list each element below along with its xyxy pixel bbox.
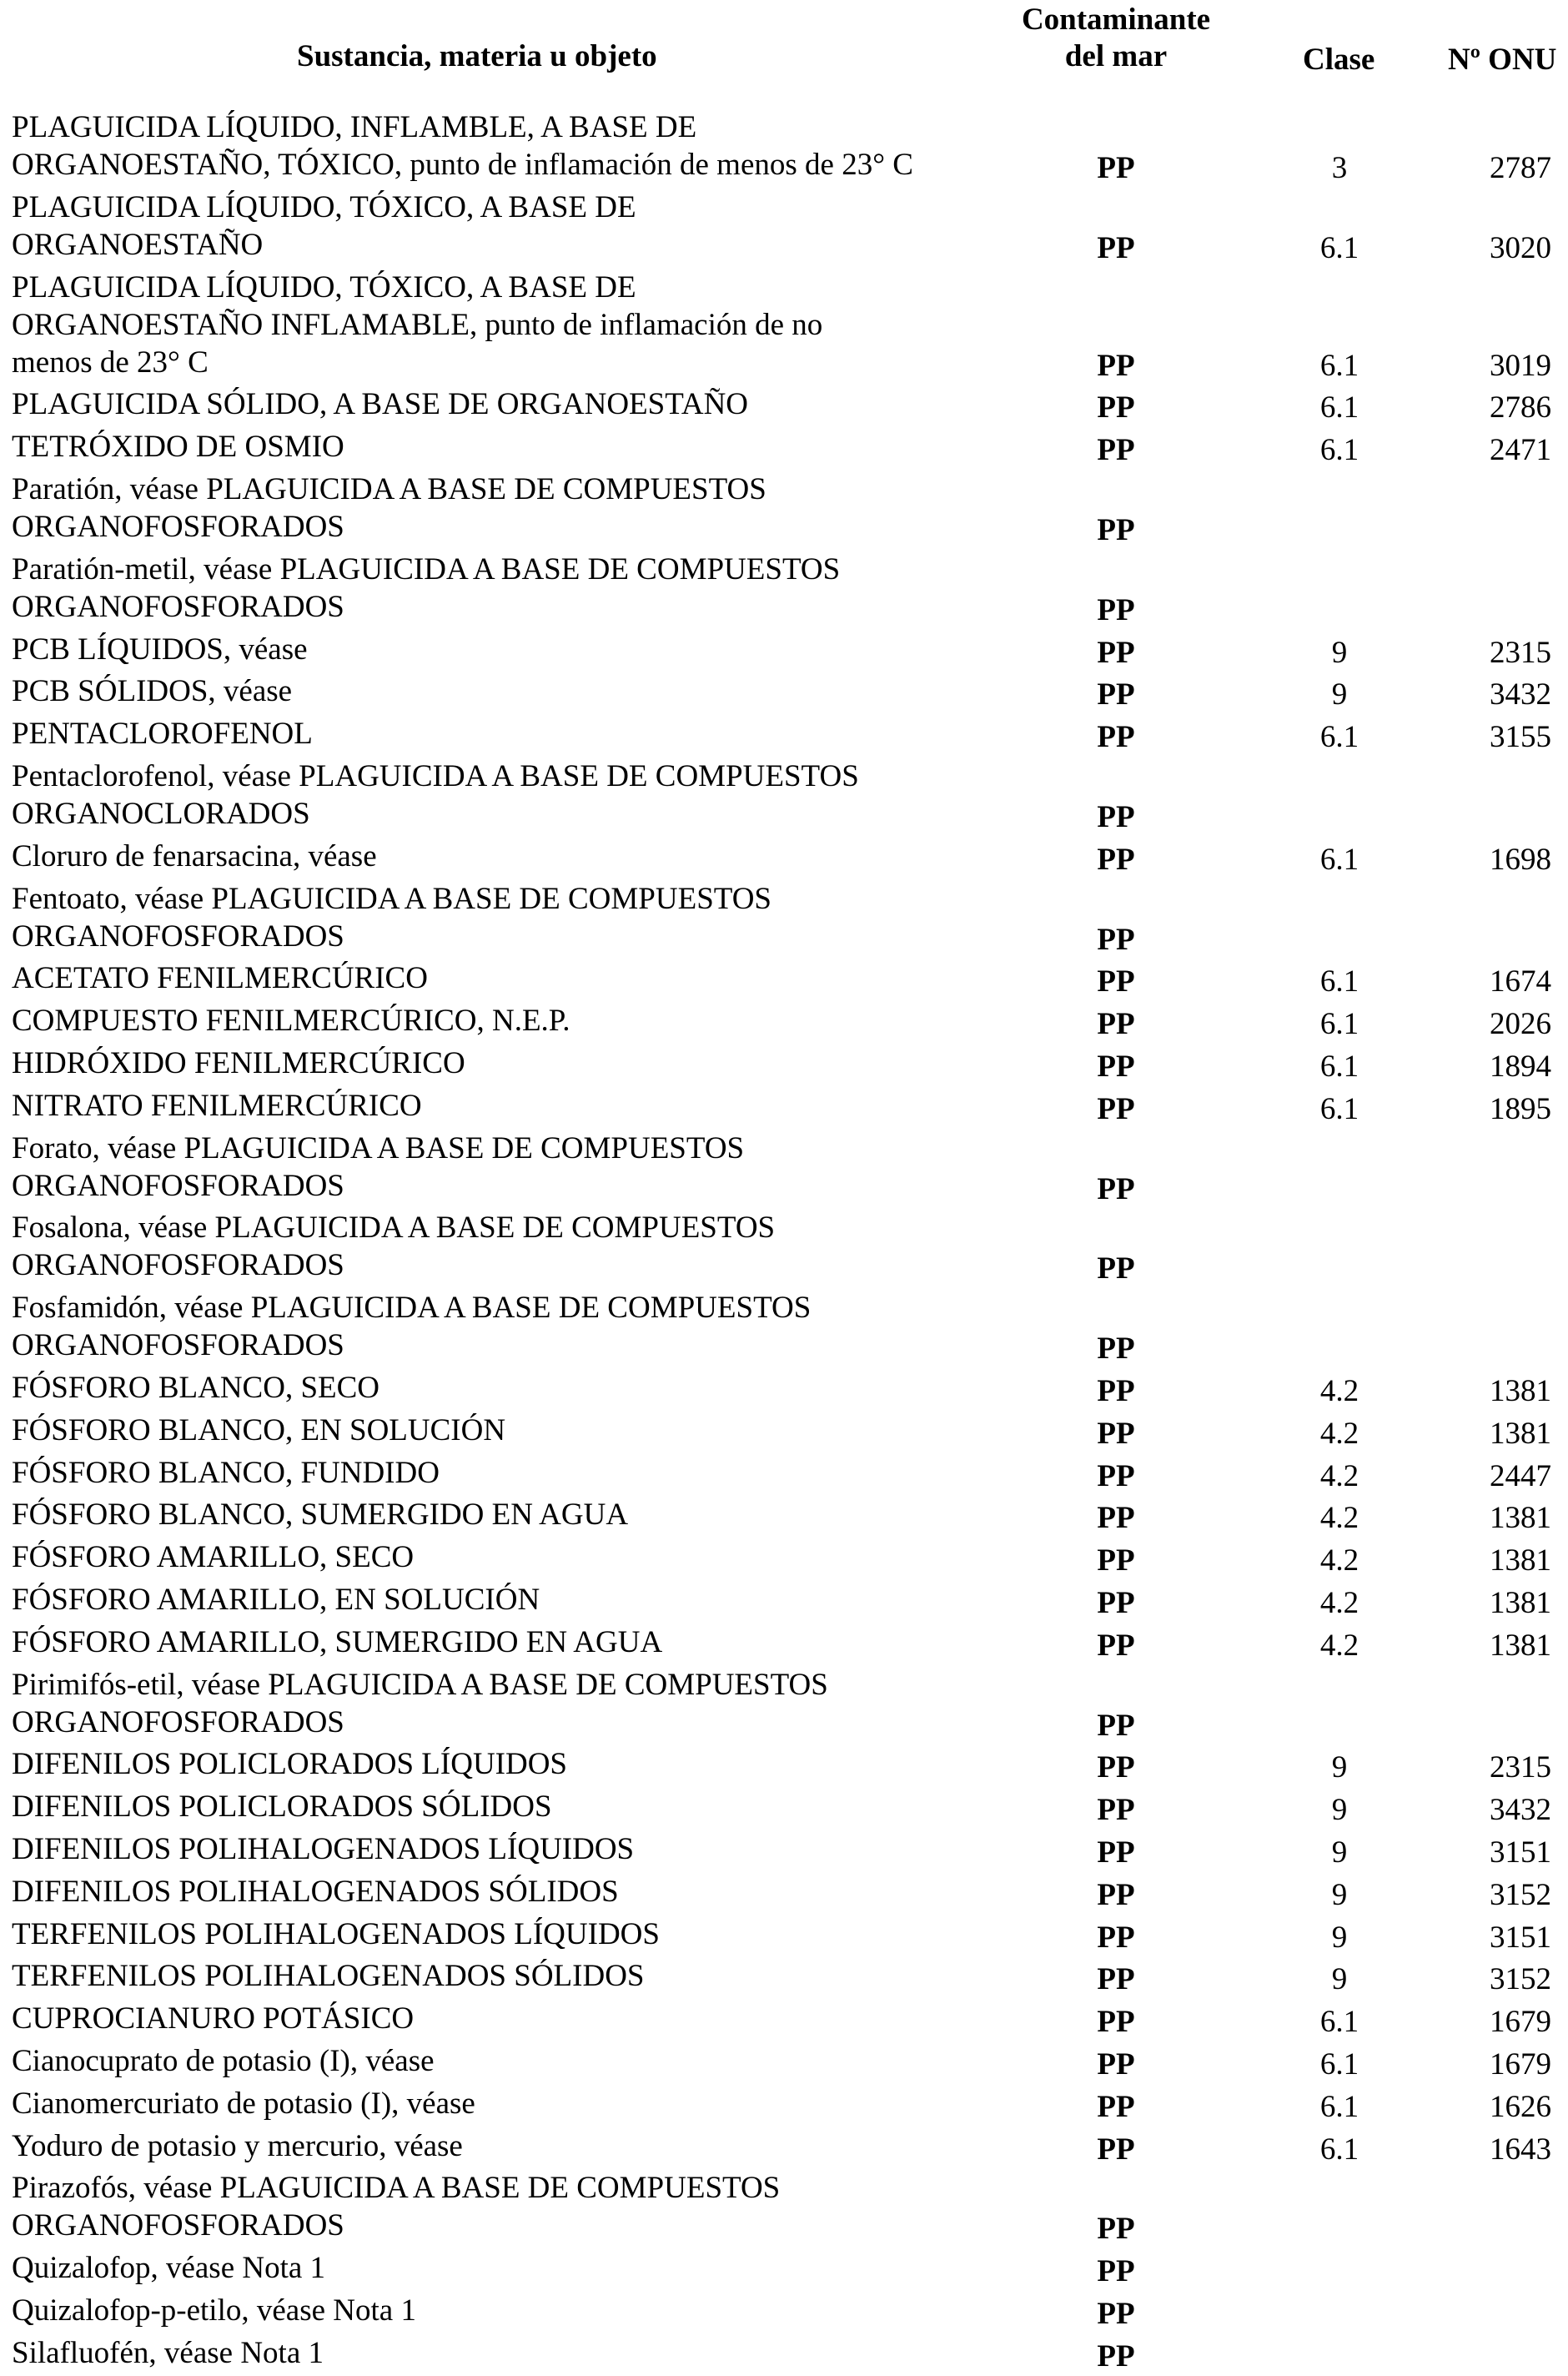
- substance-name-line: FÓSFORO BLANCO, FUNDIDO: [12, 1455, 440, 1490]
- class-value: 6.1: [1319, 390, 1359, 425]
- substance-name-line: ORGANOESTAÑO INFLAMABLE, punto de inflamación de no: [12, 307, 823, 342]
- substance-name-line: COMPUESTO FENILMERCÚRICO, N.E.P.: [12, 1004, 570, 1039]
- table-row: [0, 715, 1568, 753]
- un-number-value: 3155: [1490, 720, 1551, 755]
- class-value: 6.1: [1319, 348, 1359, 383]
- marine-pollutant-mark: PP: [1097, 513, 1135, 547]
- marine-pollutant-mark: PP: [1097, 1750, 1135, 1785]
- substance-name-line: Quizalofop, véase Nota 1: [12, 2251, 326, 2286]
- substance-name-line: ORGANOFOSFORADOS: [12, 1328, 344, 1363]
- un-number-value: 3432: [1490, 1793, 1551, 1828]
- substance-name: [12, 1002, 570, 1040]
- substance-name: [12, 1830, 634, 1868]
- table-row: [0, 672, 1568, 711]
- header-class: Clase: [1303, 43, 1375, 77]
- substance-name-line: ORGANOCLORADOS: [12, 797, 310, 831]
- substance-name-line: PLAGUICIDA SÓLIDO, A BASE DE ORGANOESTAÑO: [12, 387, 749, 422]
- substance-name-line: Quizalofop-p-etilo, véase Nota 1: [12, 2293, 416, 2328]
- class-value: 4.2: [1319, 1416, 1359, 1451]
- substance-name-line: PCB SÓLIDOS, véase: [12, 674, 293, 709]
- table-row: [0, 2000, 1568, 2038]
- substance-name-line: ORGANOFOSFORADOS: [12, 1704, 344, 1739]
- table-row: [0, 1369, 1568, 1407]
- table-row: [0, 1412, 1568, 1450]
- table-row: [0, 1209, 1568, 1285]
- un-number-value: 1894: [1490, 1050, 1551, 1084]
- substance-name-line: PENTACLOROFENOL: [12, 717, 313, 752]
- class-value: 6.1: [1319, 433, 1359, 468]
- substance-name-line: PCB LÍQUIDOS, véase: [12, 632, 308, 667]
- substance-name: [12, 758, 859, 833]
- marine-pollutant-mark: PP: [1097, 635, 1135, 670]
- substance-name-line: ACETATO FENILMERCÚRICO: [12, 961, 428, 996]
- class-value: 4.2: [1319, 1628, 1359, 1663]
- un-number-value: 3019: [1490, 348, 1551, 383]
- table-row: [0, 1581, 1568, 1619]
- substance-name-line: Cianocuprato de potasio (I), véase: [12, 2044, 435, 2078]
- substance-name: [12, 1087, 422, 1125]
- marine-pollutant-mark: PP: [1097, 151, 1135, 185]
- marine-pollutant-mark: PP: [1097, 677, 1135, 712]
- un-number-value: 3151: [1490, 1835, 1551, 1870]
- substance-name-line: ORGANOFOSFORADOS: [12, 2208, 344, 2243]
- substance-name-line: FÓSFORO BLANCO, SUMERGIDO EN AGUA: [12, 1498, 629, 1533]
- substance-name: [12, 2169, 780, 2244]
- class-value: 6.1: [1319, 964, 1359, 999]
- marine-pollutant-mark: PP: [1097, 2132, 1135, 2167]
- marine-pollutant-mark: PP: [1097, 1501, 1135, 1536]
- table-row: [0, 2334, 1568, 2373]
- marine-pollutant-mark: PP: [1097, 348, 1135, 383]
- table-row: [0, 189, 1568, 264]
- substance-name-line: FÓSFORO AMARILLO, SECO: [12, 1540, 415, 1575]
- class-value: 9: [1331, 1877, 1348, 1912]
- class-value: 3: [1331, 151, 1348, 185]
- substance-name: [12, 1788, 552, 1825]
- substance-name-line: DIFENILOS POLIHALOGENADOS SÓLIDOS: [12, 1874, 619, 1909]
- un-number-value: 2026: [1490, 1007, 1551, 1042]
- substance-name: [12, 1289, 811, 1364]
- table-row: [0, 1289, 1568, 1365]
- table-row: [0, 2249, 1568, 2288]
- substance-name-line: menos de 23° C: [12, 345, 209, 380]
- class-value: 6.1: [1319, 720, 1359, 755]
- marine-pollutant-mark: PP: [1097, 1050, 1135, 1084]
- table-row: [0, 1045, 1568, 1083]
- marine-pollutant-mark: PP: [1097, 2047, 1135, 2082]
- substance-name-line: Pentaclorofenol, véase PLAGUICIDA A BASE DE COMPUESTOS: [12, 759, 859, 793]
- marine-pollutant-mark: PP: [1097, 2212, 1135, 2247]
- class-value: 4.2: [1319, 1374, 1359, 1408]
- substance-name: [12, 1666, 828, 1741]
- substance-name: [12, 1538, 414, 1576]
- table-row: [0, 1873, 1568, 1911]
- marine-pollutant-mark: PP: [1097, 2297, 1135, 2331]
- substance-name-line: TERFENILOS POLIHALOGENADOS LÍQUIDOS: [12, 1916, 660, 1951]
- substance-name-line: PLAGUICIDA LÍQUIDO, TÓXICO, A BASE DE: [12, 269, 636, 305]
- un-number-value: 2315: [1490, 635, 1551, 670]
- table-row: [0, 1454, 1568, 1493]
- table-row: [0, 2085, 1568, 2123]
- substance-name: [12, 2249, 325, 2287]
- table-row: [0, 551, 1568, 627]
- marine-pollutant-mark: PP: [1097, 842, 1135, 877]
- substance-name: [12, 2085, 475, 2122]
- header-un-number: Nº ONU: [1448, 43, 1557, 77]
- table-row: [0, 1915, 1568, 1954]
- marine-pollutant-mark: PP: [1097, 1331, 1135, 1367]
- marine-pollutant-mark: PP: [1097, 1458, 1135, 1493]
- substance-name: [12, 715, 313, 753]
- table-row: [0, 959, 1568, 998]
- substance-name: [12, 471, 766, 546]
- substance-name-line: Yoduro de potasio y mercurio, véase: [12, 2128, 463, 2163]
- substance-name-line: FÓSFORO AMARILLO, EN SOLUCIÓN: [12, 1583, 540, 1617]
- substance-name-line: ORGANOFOSFORADOS: [12, 589, 344, 624]
- un-number-value: 2787: [1490, 151, 1551, 185]
- substance-name-line: PLAGUICIDA LÍQUIDO, TÓXICO, A BASE DE: [12, 189, 636, 224]
- un-number-value: 3020: [1490, 230, 1551, 265]
- substance-name-line: Paratión, véase PLAGUICIDA A BASE DE COMPUESTOS: [12, 472, 766, 506]
- class-value: 9: [1331, 1920, 1348, 1955]
- substance-name: [12, 1957, 645, 1995]
- marine-pollutant-mark: PP: [1097, 1835, 1135, 1870]
- substance-name: [12, 1454, 440, 1492]
- un-number-value: 3152: [1490, 1877, 1551, 1912]
- substance-name: [12, 189, 636, 264]
- un-number-value: 1626: [1490, 2089, 1551, 2124]
- class-value: 4.2: [1319, 1586, 1359, 1620]
- substance-name: [12, 1873, 619, 1910]
- substance-name-line: Pirazofós, véase PLAGUICIDA A BASE DE COMPUESTOS: [12, 2171, 781, 2206]
- class-value: 9: [1331, 677, 1348, 712]
- substance-name: [12, 269, 822, 381]
- un-number-value: 1381: [1490, 1374, 1551, 1408]
- substance-name-line: Cloruro de fenarsacina, véase: [12, 838, 377, 873]
- table-row: [0, 471, 1568, 546]
- substance-name-line: Paratión-metil, véase PLAGUICIDA A BASE DE COMPUESTOS: [12, 551, 841, 586]
- substance-name: [12, 108, 913, 184]
- class-value: 6.1: [1319, 842, 1359, 877]
- substance-name: [12, 1745, 567, 1783]
- table-row: [0, 1957, 1568, 1996]
- substance-name: [12, 1623, 662, 1661]
- marine-pollutant-mark: PP: [1097, 2005, 1135, 2040]
- marine-pollutant-mark: PP: [1097, 1007, 1135, 1042]
- marine-pollutant-mark: PP: [1097, 1962, 1135, 1997]
- substance-name-line: Pirimifós-etil, véase PLAGUICIDA A BASE DE COMPUESTOS: [12, 1667, 828, 1702]
- substance-name-line: ORGANOESTAÑO, TÓXICO, punto de inflamación de menos de 23° C: [12, 148, 913, 182]
- class-value: 6.1: [1319, 230, 1359, 265]
- substance-name: [12, 2334, 324, 2372]
- table-row: [0, 1496, 1568, 1534]
- marine-pollutant-mark: PP: [1097, 433, 1135, 468]
- substance-name-line: Silafluofén, véase Nota 1: [12, 2335, 324, 2370]
- un-number-value: 1643: [1490, 2132, 1551, 2167]
- substance-name: [12, 2127, 463, 2165]
- marine-pollutant-mark: PP: [1097, 1416, 1135, 1451]
- un-number-value: 1679: [1490, 2005, 1551, 2040]
- table-row: [0, 1130, 1568, 1206]
- substance-name-line: NITRATO FENILMERCÚRICO: [12, 1088, 422, 1123]
- table-row: [0, 269, 1568, 382]
- table-row: [0, 2169, 1568, 2245]
- table-row: [0, 2127, 1568, 2166]
- class-value: 6.1: [1319, 1050, 1359, 1084]
- substance-name: [12, 959, 428, 997]
- substance-name: [12, 1581, 540, 1618]
- table-row: [0, 1087, 1568, 1125]
- marine-pollutant-mark: PP: [1097, 2338, 1135, 2373]
- class-value: 4.2: [1319, 1458, 1359, 1493]
- substance-name: [12, 2292, 416, 2329]
- table-row: [0, 1002, 1568, 1040]
- marine-pollutant-mark: PP: [1097, 230, 1135, 265]
- class-value: 9: [1331, 1750, 1348, 1785]
- substance-name: [12, 880, 771, 955]
- table-row: [0, 880, 1568, 956]
- substance-name-line: Fentoato, véase PLAGUICIDA A BASE DE COMPUESTOS: [12, 881, 771, 916]
- marine-pollutant-mark: PP: [1097, 1920, 1135, 1955]
- substance-name-line: FÓSFORO AMARILLO, SUMERGIDO EN AGUA: [12, 1624, 663, 1659]
- table-row: [0, 1788, 1568, 1826]
- class-value: 9: [1331, 635, 1348, 670]
- un-number-value: 1381: [1490, 1628, 1551, 1663]
- marine-pollutant-mark: PP: [1097, 800, 1135, 834]
- un-number-value: 3432: [1490, 677, 1551, 712]
- marine-pollutant-mark: PP: [1097, 390, 1135, 425]
- substance-name: [12, 1045, 465, 1082]
- substance-name: [12, 385, 748, 423]
- substance-name: [12, 1369, 379, 1407]
- marine-pollutant-mark: PP: [1097, 1877, 1135, 1912]
- header-marine-pollutant-line2: del mar: [1064, 39, 1168, 73]
- substance-name-line: DIFENILOS POLIHALOGENADOS LÍQUIDOS: [12, 1832, 635, 1866]
- substance-name-line: TERFENILOS POLIHALOGENADOS SÓLIDOS: [12, 1959, 645, 1994]
- table-row: [0, 1538, 1568, 1577]
- marine-pollutant-mark: PP: [1097, 922, 1135, 957]
- substance-name: [12, 631, 308, 668]
- table-row: [0, 631, 1568, 669]
- substance-name: [12, 672, 292, 710]
- table-row: [0, 838, 1568, 876]
- marine-pollutant-mark: PP: [1097, 1251, 1135, 1286]
- table-row: [0, 758, 1568, 833]
- class-value: 6.1: [1319, 2047, 1359, 2082]
- substance-name: [12, 1130, 744, 1205]
- substance-name: [12, 1496, 628, 1533]
- marine-pollutant-mark: PP: [1097, 2089, 1135, 2124]
- header-substance: Sustancia, materia u objeto: [297, 39, 657, 73]
- table-row: [0, 1745, 1568, 1784]
- substance-name-line: ORGANOFOSFORADOS: [12, 919, 344, 954]
- marine-pollutant-mark: PP: [1097, 592, 1135, 627]
- marine-pollutant-mark: PP: [1097, 720, 1135, 755]
- un-number-value: 1381: [1490, 1543, 1551, 1578]
- substance-name-line: CUPROCIANURO POTÁSICO: [12, 2001, 415, 2036]
- un-number-value: 1381: [1490, 1586, 1551, 1620]
- marine-pollutant-mark: PP: [1097, 1793, 1135, 1828]
- un-number-value: 1895: [1490, 1091, 1551, 1126]
- marine-pollutant-mark: PP: [1097, 1171, 1135, 1206]
- marine-pollutant-mark: PP: [1097, 1628, 1135, 1663]
- class-value: 6.1: [1319, 2005, 1359, 2040]
- substance-name-line: PLAGUICIDA LÍQUIDO, INFLAMBLE, A BASE DE: [12, 110, 697, 144]
- table-row: [0, 428, 1568, 466]
- substance-name-line: DIFENILOS POLICLORADOS SÓLIDOS: [12, 1790, 552, 1825]
- table-row: [0, 2292, 1568, 2330]
- header-marine-pollutant-line1: Contaminante: [1021, 3, 1211, 37]
- substance-name-line: ORGANOFOSFORADOS: [12, 1168, 344, 1203]
- un-number-value: 2786: [1490, 390, 1551, 425]
- substance-name-line: FÓSFORO BLANCO, SECO: [12, 1371, 380, 1405]
- class-value: 9: [1331, 1793, 1348, 1828]
- class-value: 4.2: [1319, 1543, 1359, 1578]
- un-number-value: 2471: [1490, 433, 1551, 468]
- substance-name-line: DIFENILOS POLICLORADOS LÍQUIDOS: [12, 1747, 567, 1782]
- substance-name-line: HIDRÓXIDO FENILMERCÚRICO: [12, 1046, 465, 1080]
- table-row: [0, 385, 1568, 424]
- un-number-value: 3151: [1490, 1920, 1551, 1955]
- substance-name-line: Fosfamidón, véase PLAGUICIDA A BASE DE COMPUESTOS: [12, 1291, 812, 1326]
- table-row: [0, 1623, 1568, 1662]
- class-value: 9: [1331, 1835, 1348, 1870]
- marine-pollutant-mark: PP: [1097, 1586, 1135, 1620]
- un-number-value: 2447: [1490, 1458, 1551, 1493]
- table-row: [0, 1830, 1568, 1869]
- marine-pollutant-mark: PP: [1097, 2254, 1135, 2289]
- class-value: 4.2: [1319, 1501, 1359, 1536]
- marine-pollutant-mark: PP: [1097, 1091, 1135, 1126]
- marine-pollutant-mark: PP: [1097, 1543, 1135, 1578]
- header-marine-pollutant: [1016, 2, 1216, 75]
- substance-name: [12, 1915, 660, 1953]
- class-value: 9: [1331, 1962, 1348, 1997]
- un-number-value: 1674: [1490, 964, 1551, 999]
- un-number-value: 1381: [1490, 1501, 1551, 1536]
- substance-name-line: FÓSFORO BLANCO, EN SOLUCIÓN: [12, 1412, 506, 1447]
- un-number-value: 3152: [1490, 1962, 1551, 1997]
- class-value: 6.1: [1319, 2089, 1359, 2124]
- substance-name: [12, 1209, 775, 1284]
- substance-name-line: Cianomercuriato de potasio (I), véase: [12, 2086, 475, 2121]
- substance-name: [12, 2042, 435, 2080]
- marine-pollutant-mark: PP: [1097, 1374, 1135, 1408]
- un-number-value: 1679: [1490, 2047, 1551, 2082]
- substance-name-line: ORGANOFOSFORADOS: [12, 510, 344, 544]
- marine-pollutant-mark: PP: [1097, 1708, 1135, 1743]
- class-value: 6.1: [1319, 2132, 1359, 2167]
- substance-name-line: Forato, véase PLAGUICIDA A BASE DE COMPUESTOS: [12, 1130, 745, 1165]
- table-row: [0, 108, 1568, 184]
- substance-name: [12, 551, 840, 626]
- substance-name: [12, 428, 344, 466]
- class-value: 6.1: [1319, 1007, 1359, 1042]
- substance-name: [12, 2000, 414, 2037]
- substance-name: [12, 838, 377, 875]
- substance-name-line: ORGANOESTAÑO: [12, 227, 264, 262]
- substance-name-line: Fosalona, véase PLAGUICIDA A BASE DE COMPUESTOS: [12, 1211, 776, 1246]
- substance-name-line: ORGANOFOSFORADOS: [12, 1248, 344, 1283]
- marine-pollutant-mark: PP: [1097, 964, 1135, 999]
- substance-name: [12, 1412, 505, 1449]
- un-number-value: 1381: [1490, 1416, 1551, 1451]
- un-number-value: 1698: [1490, 842, 1551, 877]
- substance-name-line: TETRÓXIDO DE OSMIO: [12, 430, 344, 465]
- table-row: [0, 1666, 1568, 1742]
- un-number-value: 2315: [1490, 1750, 1551, 1785]
- table-row: [0, 2042, 1568, 2081]
- class-value: 6.1: [1319, 1091, 1359, 1126]
